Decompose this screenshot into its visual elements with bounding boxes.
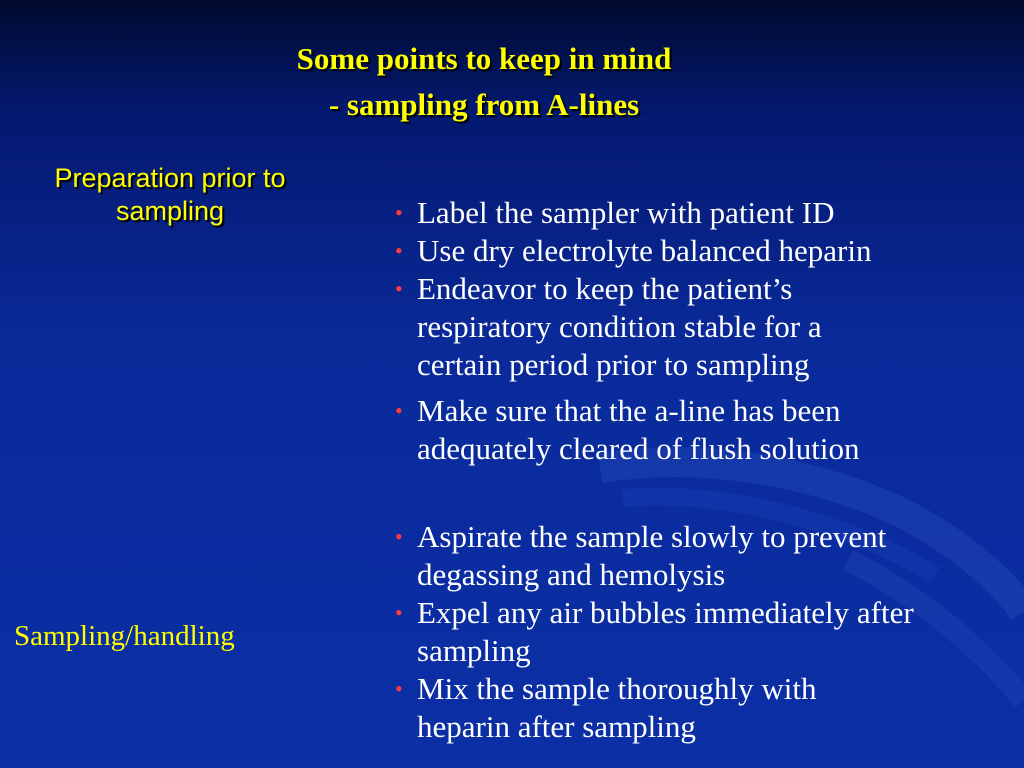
bullet-icon: • bbox=[395, 676, 403, 701]
bullet-text-line: Expel any air bubbles immediately after bbox=[417, 595, 914, 630]
bullet-icon: • bbox=[395, 238, 403, 263]
bullet-text-line: respiratory condition stable for a bbox=[417, 309, 822, 344]
sampling-bullet-list bbox=[395, 518, 1024, 746]
bullet-icon: • bbox=[395, 600, 403, 625]
bullet-icon: • bbox=[395, 200, 403, 225]
bullet-item bbox=[395, 392, 1024, 468]
bullet-text-line: Mix the sample thoroughly with bbox=[417, 671, 817, 706]
bullet-item bbox=[395, 232, 1024, 270]
bullet-item bbox=[395, 270, 1024, 384]
bullet-text: Label the sampler with patient ID bbox=[417, 195, 835, 230]
bullet-text-line: sampling bbox=[417, 633, 531, 668]
bullet-text-line: Endeavor to keep the patient’s bbox=[417, 271, 793, 306]
title-line-2: - sampling from A-lines bbox=[328, 87, 640, 122]
preparation-bullet-list bbox=[395, 194, 1024, 468]
bullet-item bbox=[395, 670, 1024, 746]
title-line-1: Some points to keep in mind bbox=[296, 41, 672, 76]
bullet-text-line: certain period prior to sampling bbox=[417, 347, 810, 382]
bullet-text-line: heparin after sampling bbox=[417, 709, 696, 744]
bullet-text-line: adequately cleared of flush solution bbox=[417, 431, 860, 466]
bullet-text-line: degassing and hemolysis bbox=[417, 557, 726, 592]
preparation-heading: Preparation prior to sampling bbox=[54, 163, 286, 226]
bullet-icon: • bbox=[395, 398, 403, 423]
bullet-icon: • bbox=[395, 524, 403, 549]
slide-title bbox=[0, 36, 968, 128]
bullet-text-line: Make sure that the a-line has been bbox=[417, 393, 841, 428]
bullet-item bbox=[395, 518, 1024, 594]
bullet-item bbox=[395, 594, 1024, 670]
bullet-text: Use dry electrolyte balanced heparin bbox=[417, 233, 872, 268]
bullet-text-line: Aspirate the sample slowly to prevent bbox=[417, 519, 887, 554]
bullet-icon: • bbox=[395, 276, 403, 301]
bullet-item bbox=[395, 194, 1024, 232]
sampling-heading: Sampling/handling bbox=[14, 620, 235, 652]
